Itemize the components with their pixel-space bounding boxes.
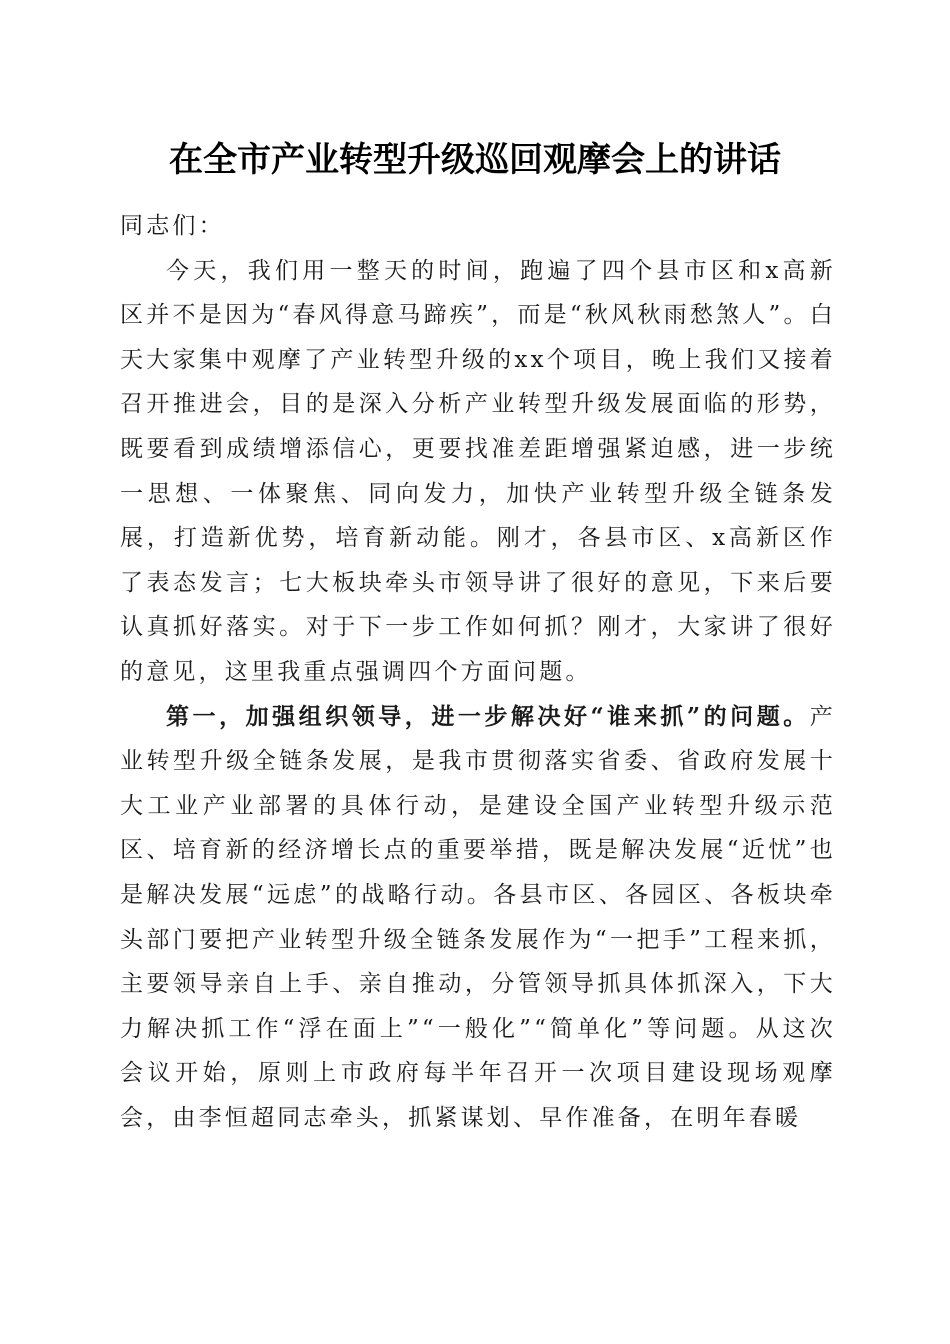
paragraph	[120, 695, 836, 1141]
document-body	[120, 204, 836, 1140]
salutation: 同志们：	[120, 213, 225, 239]
paragraph: 今天，我们用一整天的时间，跑遍了四个县市区和x高新区并不是因为“春风得意马蹄疾”，而是“秋风秋雨愁煞人”。白天大家集中观摩了产业转型升级的xx个项目，晚上我们又接着召开推进会，目的是深入分析产业转型升级发展面临的形势，既要看到成绩增添信心，更要找准差距增强紧迫感，进一步统一思想、一体聚焦、同向发力，加快产业转型升级全链条发展，打造新优势，培育新动能。刚才，各县市区、x高新区作了表态发言；七大板块牵头市领导讲了很好的意见，下来后要认真抓好落实。对于下一步工作如何抓？刚才，大家讲了很好的意见，这里我重点强调四个方面问题。	[120, 257, 836, 685]
paragraph-text: 产业转型升级全链条发展，是我市贯彻落实省委、省政府发展十大工业产业部署的具体行动，是建设全国产业转型升级示范区、培育新的经济增长点的重要举措，既是解决发展“近忧”也是解决发展“远虑”的战略行动。各县市区、各园区、各板块牵头部门要把产业转型升级全链条发展作为“一把手”工程来抓，主要领导亲自上手、亲自推动，分管领导抓具体抓深入，下大力解决抓工作“浮在面上”“一般化”“简单化”等问题。从这次会议开始，原则上市政府每半年召开一次项目建设现场观摩会，由李恒超同志牵头，抓紧谋划、早作准备，在明年春暖	[120, 703, 836, 1131]
paragraph-heading: 第一，加强组织领导，进一步解决好“谁来抓”的问题。	[166, 702, 810, 730]
document-title: 在全市产业转型升级巡回观摩会上的讲话	[169, 140, 781, 180]
